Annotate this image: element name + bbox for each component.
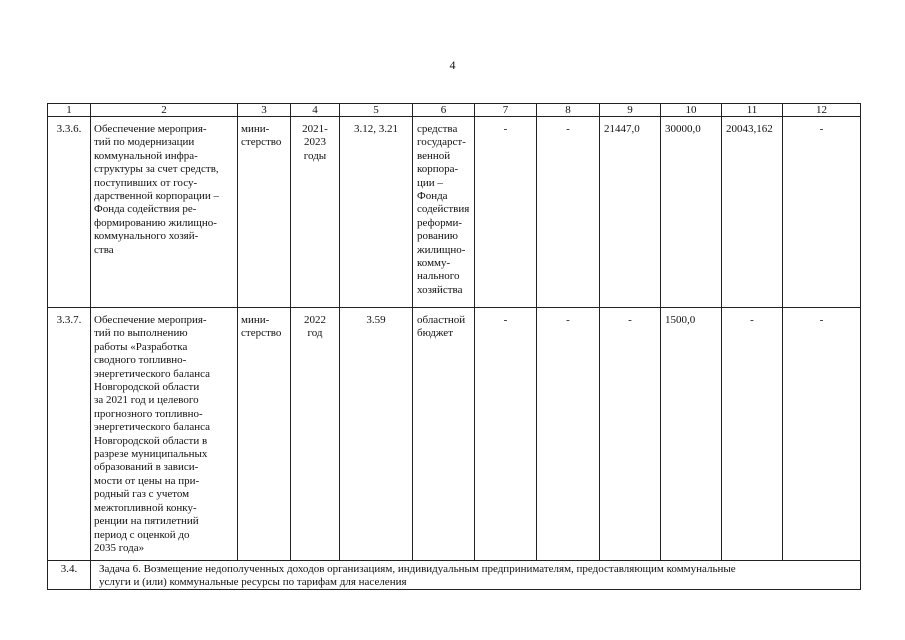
- period: [291, 117, 340, 308]
- text-line: Обеспечение мероприя-: [94, 314, 207, 326]
- column-header-7: 7: [475, 104, 537, 117]
- text-line: венной: [417, 149, 451, 162]
- text-line: корпора-: [417, 163, 459, 176]
- text-line: Новгородской области: [94, 381, 200, 394]
- text-line: реформи-: [417, 216, 462, 229]
- text-line: областной: [417, 314, 466, 326]
- value-col-11: 20043,162: [722, 117, 783, 308]
- executor: [238, 308, 291, 561]
- value-col-12: -: [783, 117, 861, 308]
- text-line: мини-: [241, 123, 270, 135]
- text-line: мини-: [241, 314, 270, 326]
- text-line: стерство: [241, 136, 282, 149]
- value-col-7: -: [475, 308, 537, 561]
- column-header-8: 8: [537, 104, 600, 117]
- text-line: государст-: [417, 136, 466, 149]
- text-line: Задача 6. Возмещение недополученных доходов организациям, индивидуальным предпринимателям, предоставляющим коммунальные: [99, 563, 736, 575]
- text-line: образований в зависи-: [94, 461, 199, 474]
- text-line: Обеспечение мероприя-: [94, 123, 207, 135]
- column-header-6: 6: [413, 104, 475, 117]
- value-col-11: -: [722, 308, 783, 561]
- text-line: межтопливной конку-: [94, 501, 197, 514]
- text-line: год: [307, 327, 323, 340]
- text-line: жилищно-: [417, 243, 466, 256]
- funding-source: [413, 308, 475, 561]
- text-line: период с оценкой до: [94, 528, 190, 541]
- text-line: 2022: [304, 314, 326, 326]
- column-header-11: 11: [722, 104, 783, 117]
- text-line: коммунальной инфра-: [94, 149, 198, 162]
- text-line: разрезе муниципальных: [94, 448, 208, 461]
- text-line: 2023: [304, 136, 326, 149]
- text-line: работы «Разработка: [94, 340, 188, 353]
- text-line: ства: [94, 243, 114, 256]
- text-line: Фонда содействия ре-: [94, 203, 197, 216]
- text-line: энергетического баланса: [94, 421, 211, 434]
- text-line: Фонда: [417, 190, 448, 203]
- column-header-2: 2: [91, 104, 238, 117]
- column-header-5: 5: [340, 104, 413, 117]
- column-header-10: 10: [661, 104, 722, 117]
- value-col-10: 30000,0: [661, 117, 722, 308]
- text-line: средства: [417, 123, 458, 135]
- text-line: тий по выполнению: [94, 327, 188, 340]
- activity-description: [91, 308, 238, 561]
- text-line: поступивших от госу-: [94, 176, 198, 189]
- value-col-7: -: [475, 117, 537, 308]
- column-header-4: 4: [291, 104, 340, 117]
- text-line: 2035 года»: [94, 541, 145, 554]
- text-line: энергетического баланса: [94, 367, 211, 380]
- indicator-ref: 3.59: [340, 308, 413, 561]
- executor: [238, 117, 291, 308]
- value-col-12: -: [783, 308, 861, 561]
- text-line: формированию жилищно-: [94, 216, 217, 229]
- period: [291, 308, 340, 561]
- text-line: тий по модернизации: [94, 136, 195, 149]
- value-col-8: -: [537, 308, 600, 561]
- text-line: сводного топливно-: [94, 354, 187, 367]
- page-number: 4: [449, 58, 456, 72]
- text-line: коммунального хозяй-: [94, 230, 199, 243]
- value-col-9: -: [600, 308, 661, 561]
- value-col-9: 21447,0: [600, 117, 661, 308]
- column-header-1: 1: [48, 104, 91, 117]
- text-line: услуги и (или) коммунальные ресурсы по тарифам для населения: [99, 575, 407, 588]
- text-line: дарственной корпорации –: [94, 190, 220, 203]
- column-header-3: 3: [238, 104, 291, 117]
- text-line: структуры за счет средств,: [94, 163, 219, 176]
- indicator-ref: 3.12, 3.21: [340, 117, 413, 308]
- task-description: [91, 561, 861, 590]
- text-line: хозяйства: [417, 283, 463, 296]
- text-line: за 2021 год и целевого: [94, 394, 199, 407]
- row-number: 3.3.7.: [48, 308, 91, 561]
- text-line: годы: [303, 149, 327, 162]
- text-line: содействия: [417, 203, 470, 216]
- activity-description: [91, 117, 238, 308]
- text-line: нального: [417, 270, 460, 283]
- header-row: [48, 104, 861, 117]
- text-line: мости от цены на при-: [94, 474, 200, 487]
- column-header-12: 12: [783, 104, 861, 117]
- text-line: ренции на пятилетний: [94, 515, 199, 528]
- funding-source: [413, 117, 475, 308]
- column-header-9: 9: [600, 104, 661, 117]
- value-col-8: -: [537, 117, 600, 308]
- text-line: ции –: [417, 176, 443, 189]
- task-row: [48, 561, 861, 590]
- table-row: [48, 117, 861, 308]
- text-line: родный газ с учетом: [94, 488, 190, 501]
- text-line: прогнозного топливно-: [94, 407, 203, 420]
- text-line: 2021-: [302, 123, 328, 135]
- row-number: 3.3.6.: [48, 117, 91, 308]
- text-line: стерство: [241, 327, 282, 340]
- text-line: Новгородской области в: [94, 434, 208, 447]
- text-line: комму-: [417, 257, 451, 270]
- program-table: [47, 103, 861, 590]
- task-number: 3.4.: [48, 561, 91, 590]
- text-line: бюджет: [417, 327, 453, 340]
- value-col-10: 1500,0: [661, 308, 722, 561]
- text-line: рованию: [417, 230, 458, 243]
- table-row: [48, 308, 861, 561]
